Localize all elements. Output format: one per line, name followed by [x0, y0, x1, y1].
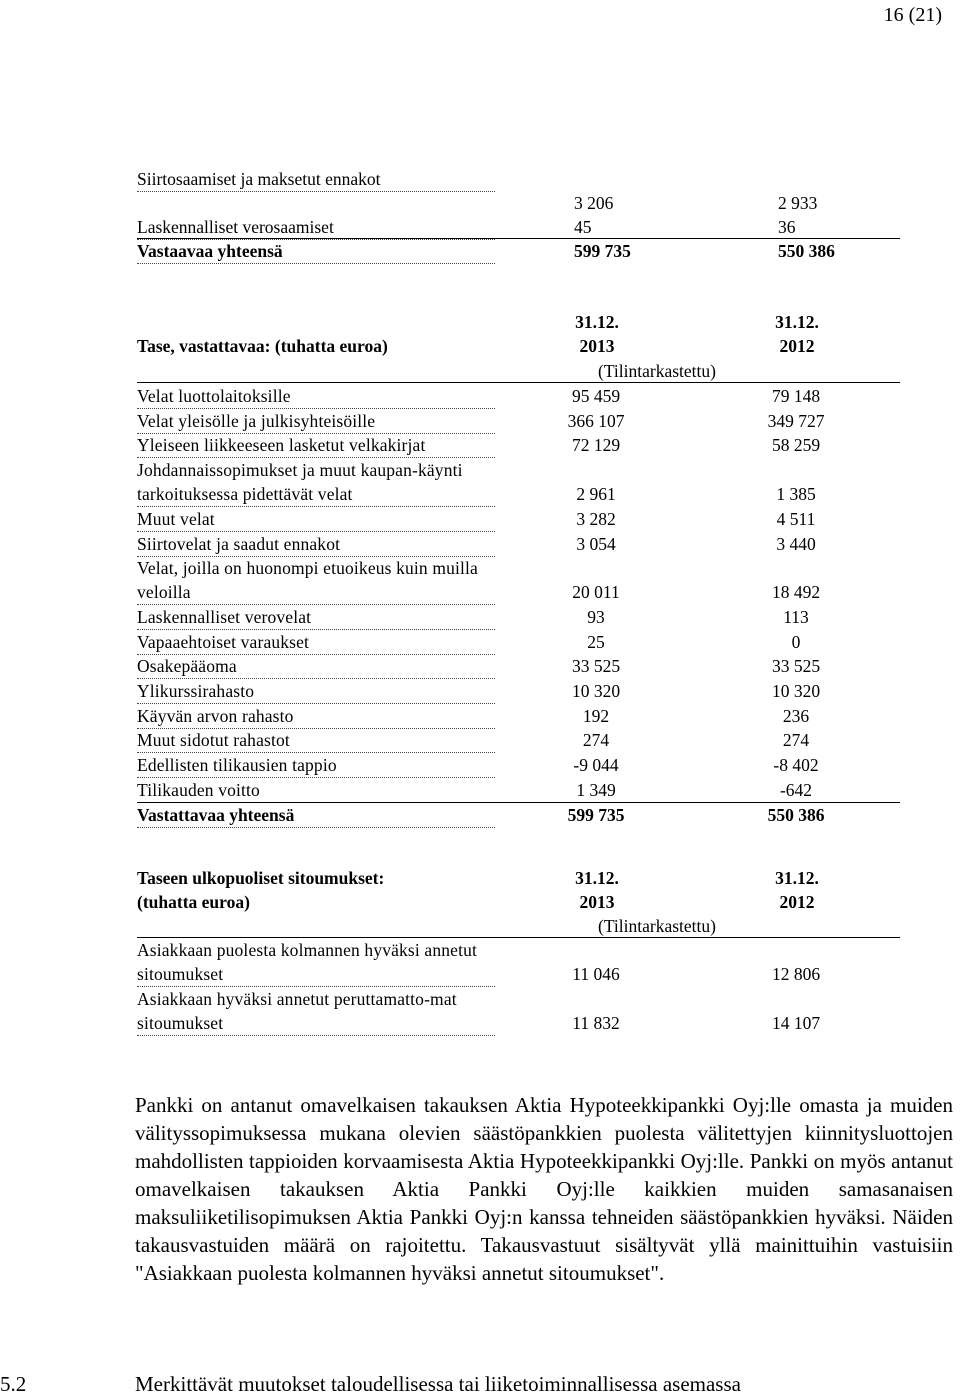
row-label: Muut velat: [137, 507, 495, 532]
table-row: [137, 215, 900, 239]
row-label: Tilikauden voitto: [137, 778, 495, 803]
liabilities-title: Tase, vastattavaa: (tuhatta euroa): [137, 336, 388, 356]
value-2013: 11 046: [572, 964, 620, 984]
section-title: Merkittävät muutokset taloudellisessa tai liiketoiminnallisessa asemassa: [135, 1372, 741, 1396]
value-2012: 1 385: [776, 484, 816, 505]
table-row: [137, 728, 900, 752]
table-row: [137, 556, 900, 604]
table-row: [137, 458, 900, 506]
divider: [137, 382, 900, 383]
value-2012: 236: [782, 705, 810, 726]
value-2013: 25: [587, 631, 605, 652]
value-2013: 192: [582, 705, 610, 726]
value-2012: 4 511: [776, 508, 816, 529]
table-row-total: [137, 803, 900, 827]
column-2012: 31.12. 2012: [775, 312, 819, 356]
row-label: Asiakkaan puolesta kolmannen hyväksi annetut sitoumukset: [137, 938, 495, 987]
value-2012: 18 492: [771, 582, 821, 603]
table-row: [137, 753, 900, 777]
row-label: Käyvän arvon rahasto: [137, 704, 495, 729]
row-label: Muut sidotut rahastot: [137, 728, 495, 753]
row-label: Siirtosaamiset ja maksetut ennakot: [137, 167, 495, 192]
column-2013: 31.12. 2013: [575, 868, 619, 912]
value-2012: 2 933: [778, 193, 818, 213]
row-label: Ylikurssirahasto: [137, 679, 495, 704]
value-2013: 3 282: [576, 508, 616, 529]
value-2013: 45: [574, 217, 592, 237]
section-number: 5.2: [0, 1372, 27, 1396]
value-2012: 14 107: [771, 1012, 821, 1033]
table-row: [137, 630, 900, 654]
value-2013: 93: [587, 606, 605, 627]
table-row: [137, 532, 900, 556]
value-2012: 550 386: [778, 241, 835, 261]
value-2012: 3 440: [776, 533, 816, 554]
value-2013: 20 011: [572, 582, 620, 603]
row-label: Velat, joilla on huonompi etuoikeus kuin muilla veloilla: [137, 556, 495, 605]
value-2013: 2 961: [576, 484, 616, 505]
table-row: [137, 433, 900, 457]
value-2012: 36: [778, 217, 796, 237]
value-2012: 113: [783, 606, 809, 627]
value-2013: 33 525: [571, 656, 621, 677]
row-label: Johdannaissopimukset ja muut kaupan-käynti tarkoituksessa pidettävät velat: [137, 458, 495, 507]
table-row: [137, 987, 900, 1035]
value-2013: 1 349: [576, 779, 616, 800]
value-2012: 12 806: [771, 964, 821, 984]
row-label: Laskennalliset verosaamiset: [137, 215, 495, 240]
table-row: [137, 654, 900, 678]
row-label: Siirtovelat ja saadut ennakot: [137, 532, 495, 557]
off-balance-title: Taseen ulkopuoliset sitoumukset: (tuhatta euroa): [137, 868, 385, 912]
table-row: [137, 167, 900, 215]
guarantee-paragraph: Pankki on antanut omavelkaisen takauksen Aktia Hypoteekkipankki Oyj:lle omasta ja muiden välityssopimuksessa mukana olevien säästöpankkien puolesta välitettyjen kiinnitysluottojen mahdollisten tappioiden korvaamisesta Aktia Hypoteekkipankki Oyj:lle. Pankki on myös antanut omavelkaisen takauksen Aktia Pankki Oyj:lle kaikkien muiden samasanaisen maksuliiketilisopimuksen Aktia Pankki Oyj:n kanssa tehneiden säästöpankkien hyväksi. Näiden takausvastuiden määrä on rajoitettu. Takausvastuut sisältyvät yllä mainittuihin vastuisiin "Asiakkaan puolesta kolmannen hyväksi annetut sitoumukset".: [135, 1093, 953, 1285]
audited-note: (Tilintarkastettu): [598, 361, 716, 381]
value-2013: 11 832: [572, 1012, 620, 1033]
table-row: [137, 507, 900, 531]
value-2013: -9 044: [573, 755, 619, 776]
table-row-total: [137, 239, 900, 263]
value-2012: 10 320: [771, 681, 821, 701]
table-row: [137, 704, 900, 728]
value-2013: 72 129: [571, 435, 621, 456]
row-label: Vapaaehtoiset varaukset: [137, 630, 495, 655]
value-2013: 366 107: [567, 410, 625, 431]
table-row: [137, 384, 900, 408]
value-2013: 274: [582, 730, 610, 751]
value-2012: 0: [791, 631, 801, 652]
value-2013: 3 054: [576, 533, 616, 554]
value-2012: 550 386: [767, 804, 825, 825]
value-2012: -642: [779, 779, 813, 800]
row-label: Vastaavaa yhteensä: [137, 239, 495, 264]
row-label: Edellisten tilikausien tappio: [137, 753, 495, 778]
value-2012: -8 402: [773, 755, 819, 776]
column-2012: 31.12. 2012: [775, 868, 819, 912]
off-balance-header: [137, 866, 900, 914]
row-label: Vastattavaa yhteensä: [137, 803, 495, 828]
row-label: Osakepääoma: [137, 654, 495, 679]
value-2013: 599 735: [567, 804, 625, 825]
value-2012: 274: [782, 730, 810, 751]
value-2012: 349 727: [767, 410, 825, 431]
table-row: [137, 409, 900, 433]
value-2013: 3 206: [574, 193, 614, 213]
row-label: Yleiseen liikkeeseen lasketut velkakirjat: [137, 433, 495, 458]
table-row: [137, 778, 900, 802]
value-2012: 33 525: [771, 656, 821, 677]
liabilities-header: [137, 310, 900, 358]
row-label: Asiakkaan hyväksi annetut peruttamatto-mat sitoumukset: [137, 987, 495, 1036]
table-row: [137, 679, 900, 703]
value-2013: 10 320: [571, 681, 621, 701]
value-2013: 95 459: [571, 386, 621, 406]
row-label: Velat yleisölle ja julkisyhteisöille: [137, 409, 495, 434]
page-number: 16 (21): [883, 4, 942, 26]
audited-note: (Tilintarkastettu): [598, 916, 716, 936]
table-row: [137, 605, 900, 629]
value-2013: 599 735: [574, 241, 631, 261]
column-2013: 31.12. 2013: [575, 312, 619, 356]
value-2012: 58 259: [771, 435, 821, 456]
value-2012: 79 148: [771, 386, 821, 406]
table-row: [137, 938, 900, 986]
row-label: Velat luottolaitoksille: [137, 384, 495, 409]
row-label: Laskennalliset verovelat: [137, 605, 495, 630]
